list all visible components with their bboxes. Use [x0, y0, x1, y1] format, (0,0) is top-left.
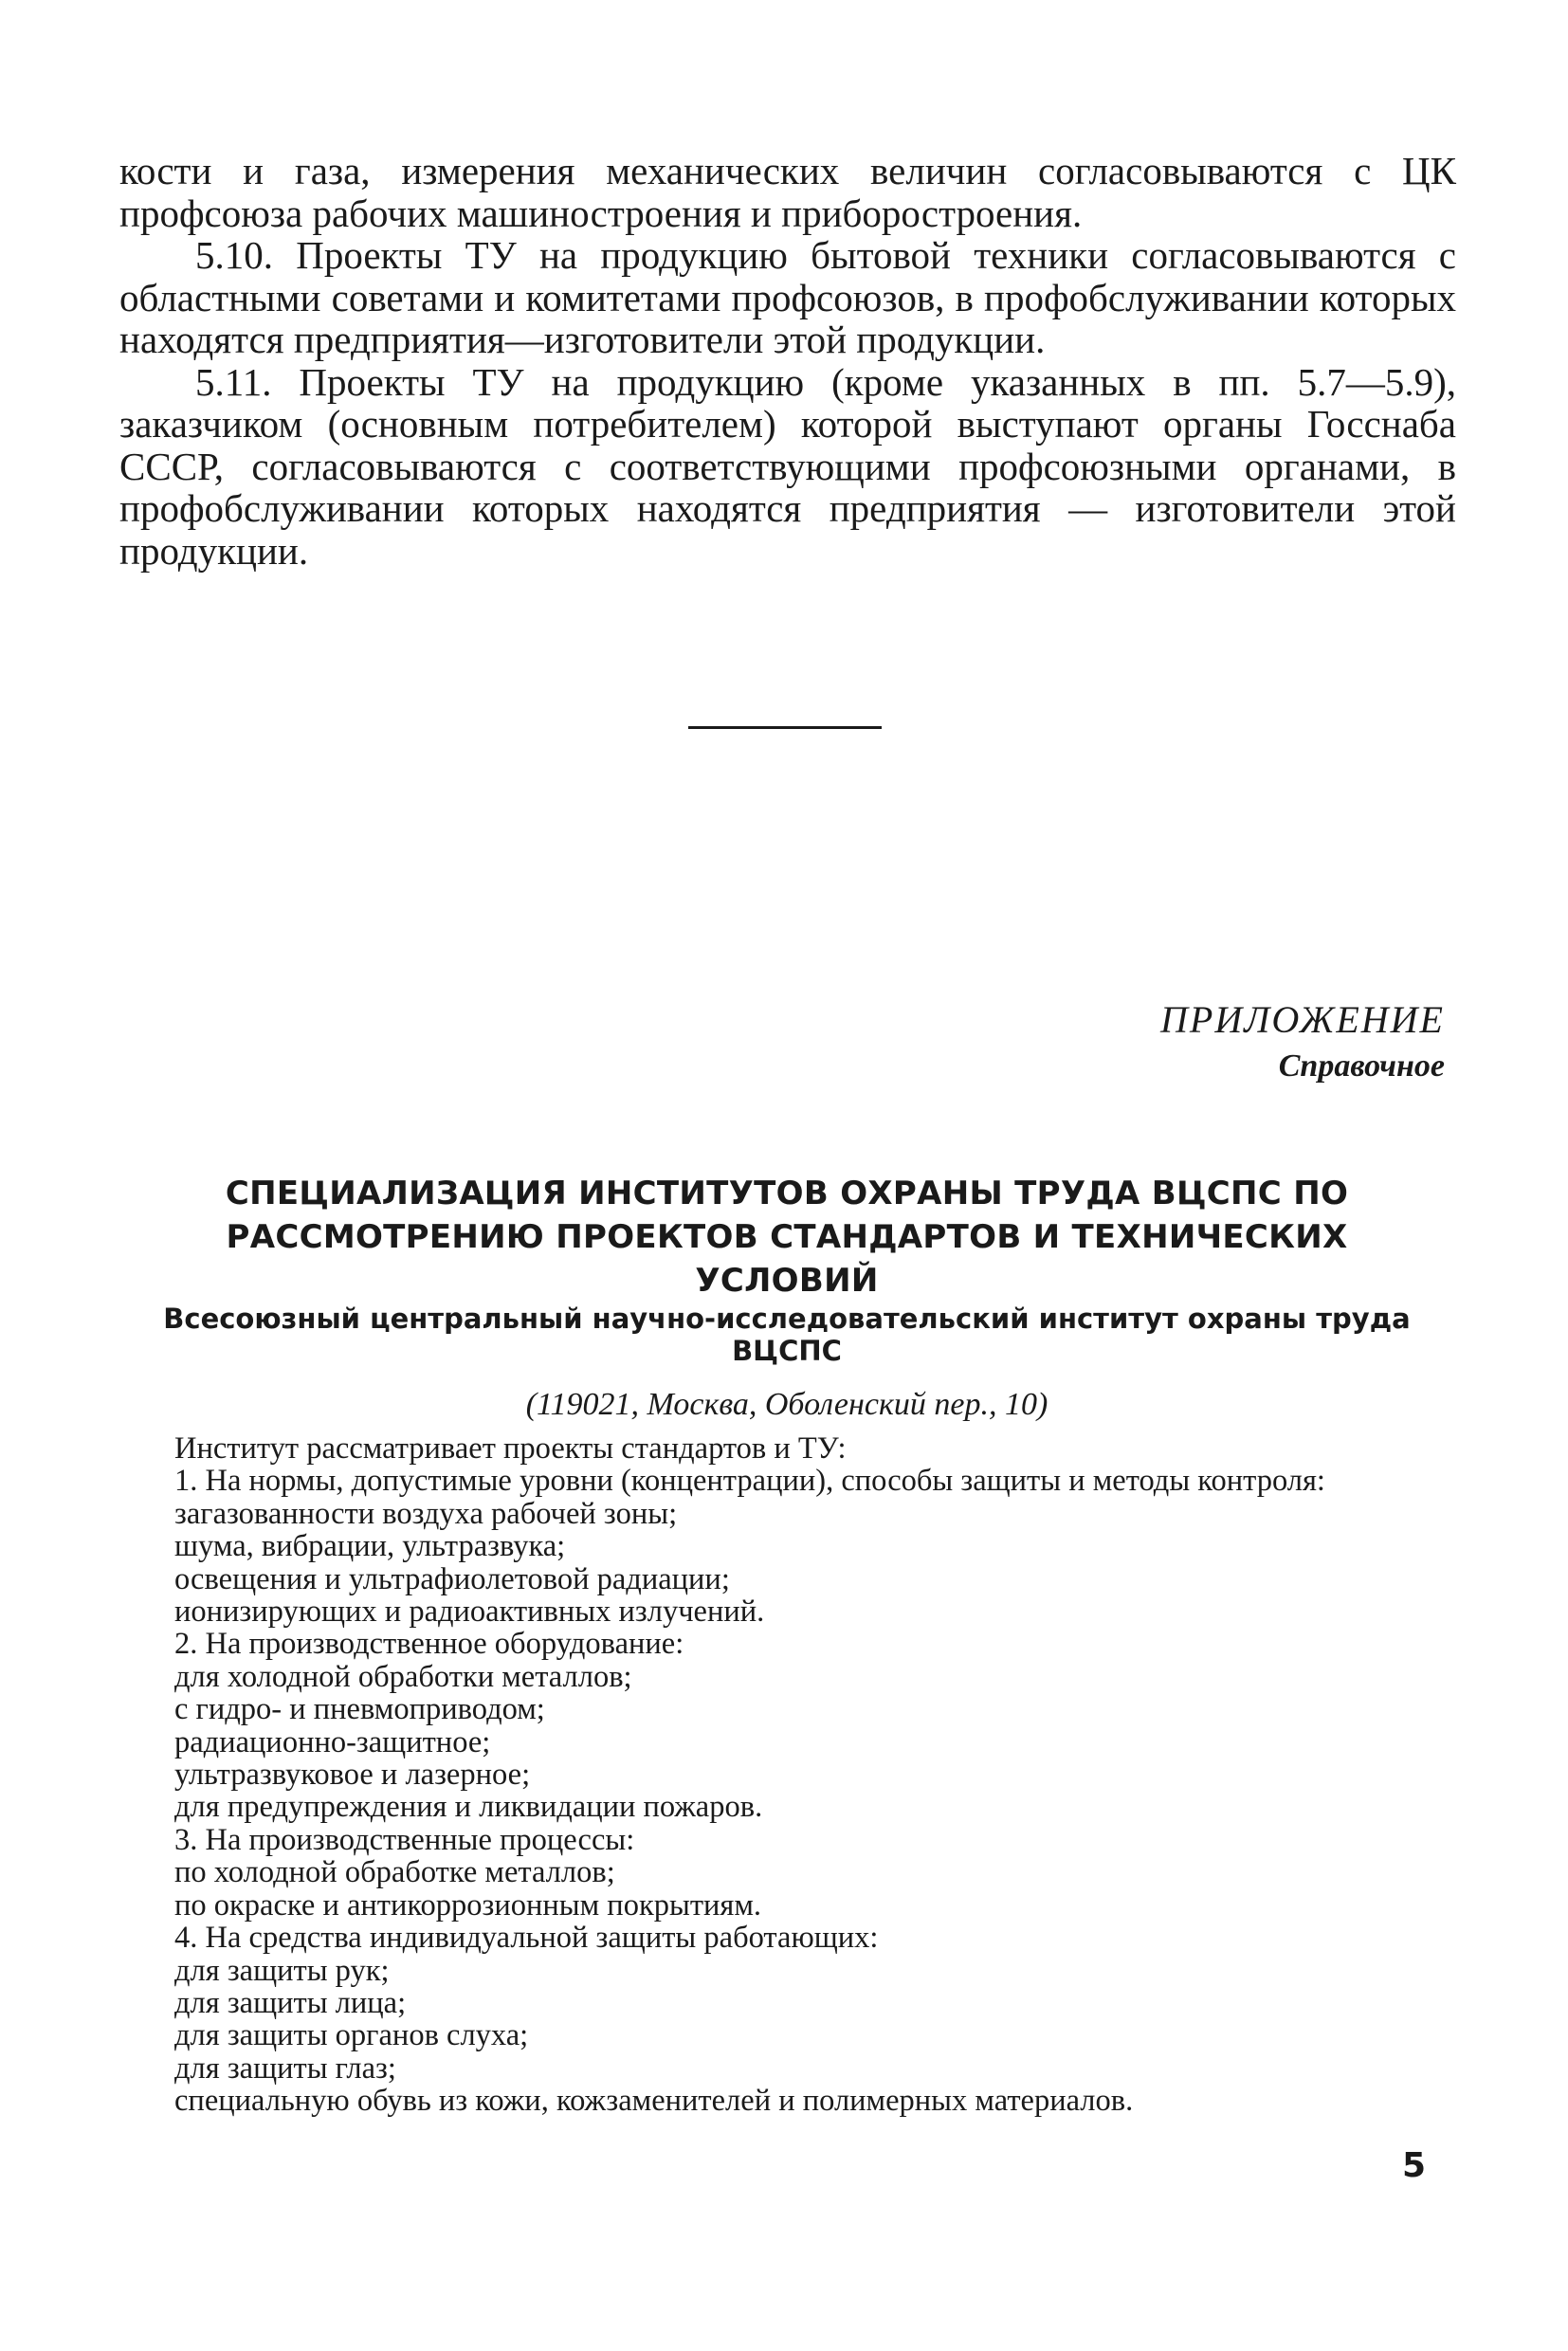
list-section-4: 4. На средства индивидуальной защиты работающих:: [174, 1921, 879, 1956]
appendix-title: СПЕЦИАЛИЗАЦИЯ ИНСТИТУТОВ ОХРАНЫ ТРУДА ВЦСПС ПО РАССМОТРЕНИЮ ПРОЕКТОВ СТАНДАРТОВ И ТЕХНИЧЕСКИХ УСЛОВИЙ: [225, 1175, 1349, 1300]
list-intro: Институт рассматривает проекты стандартов и ТУ:: [174, 1431, 847, 1466]
paragraph-5-11: 5.11. Проекты ТУ на продукцию (кроме указанных в пп. 5.7—5.9), заказчиком (основным потребителем) которой выступают органы Госснаба СССР, согласовываются с соответствующими профсоюзными органами, в профобслуживании которых находятся предприятия — изготовители этой продукции.: [119, 359, 1456, 573]
list-item: загазованности воздуха рабочей зоны;: [174, 1496, 678, 1531]
page-number: 5: [1401, 2146, 1426, 2185]
list-section-3: 3. На производственные процессы:: [174, 1822, 635, 1857]
list-item: ионизирующих и радиоактивных излучений.: [174, 1595, 765, 1630]
list-item: радиационно-защитное;: [174, 1724, 491, 1759]
list-item: шума, вибрации, ультразвука;: [174, 1529, 566, 1564]
appendix-type: Справочное: [1278, 1048, 1445, 1084]
section-5-text: [119, 150, 1456, 572]
list-item: по окраске и антикоррозионным покрытиям.: [174, 1887, 762, 1923]
appendix-label: ПРИЛОЖЕНИЕ: [1160, 998, 1445, 1041]
institute-address: (119021, Москва, Оболенский пер., 10): [525, 1387, 1048, 1422]
list-item: специальную обувь из кожи, кожзаменителей и полимерных материалов.: [174, 2084, 1134, 2119]
list-section-1: 1. На нормы, допустимые уровни (концентрации), способы защиты и методы контроля:: [174, 1464, 1325, 1499]
list-item: освещения и ультрафиолетовой радиации;: [174, 1561, 730, 1596]
list-item: для защиты рук;: [174, 1953, 390, 1988]
list-item: для защиты органов слуха;: [174, 2018, 529, 2053]
list-item: ультразвуковое и лазерное;: [174, 1758, 531, 1793]
appendix-heading: [1160, 995, 1445, 1088]
list-item: для холодной обработки металлов;: [174, 1659, 632, 1694]
paragraph-continuation: кости и газа, измерения механических величин согласовываются с ЦК профсоюза рабочих машиностроения и приборостроения.: [119, 149, 1456, 235]
list-section-2: 2. На производственное оборудование:: [174, 1627, 684, 1662]
section-divider: [688, 726, 882, 729]
list-item: для защиты лица;: [174, 1985, 407, 2020]
institute-name: Всесоюзный центральный научно-исследовательский институт охраны труда ВЦСПС: [163, 1303, 1411, 1367]
list-item: с гидро- и пневмоприводом;: [174, 1692, 545, 1727]
institute-scope-list: [119, 1432, 1456, 2118]
paragraph-5-10: 5.10. Проекты ТУ на продукцию бытовой техники согласовываются с областными советами и комитетами профсоюзов, в профобслуживании которых находятся предприятия—изготовители этой продукции.: [119, 233, 1456, 361]
list-item: по холодной обработке металлов;: [174, 1855, 615, 1890]
list-item: для предупреждения и ликвидации пожаров.: [174, 1790, 763, 1825]
list-item: для защиты глаз;: [174, 2050, 396, 2086]
